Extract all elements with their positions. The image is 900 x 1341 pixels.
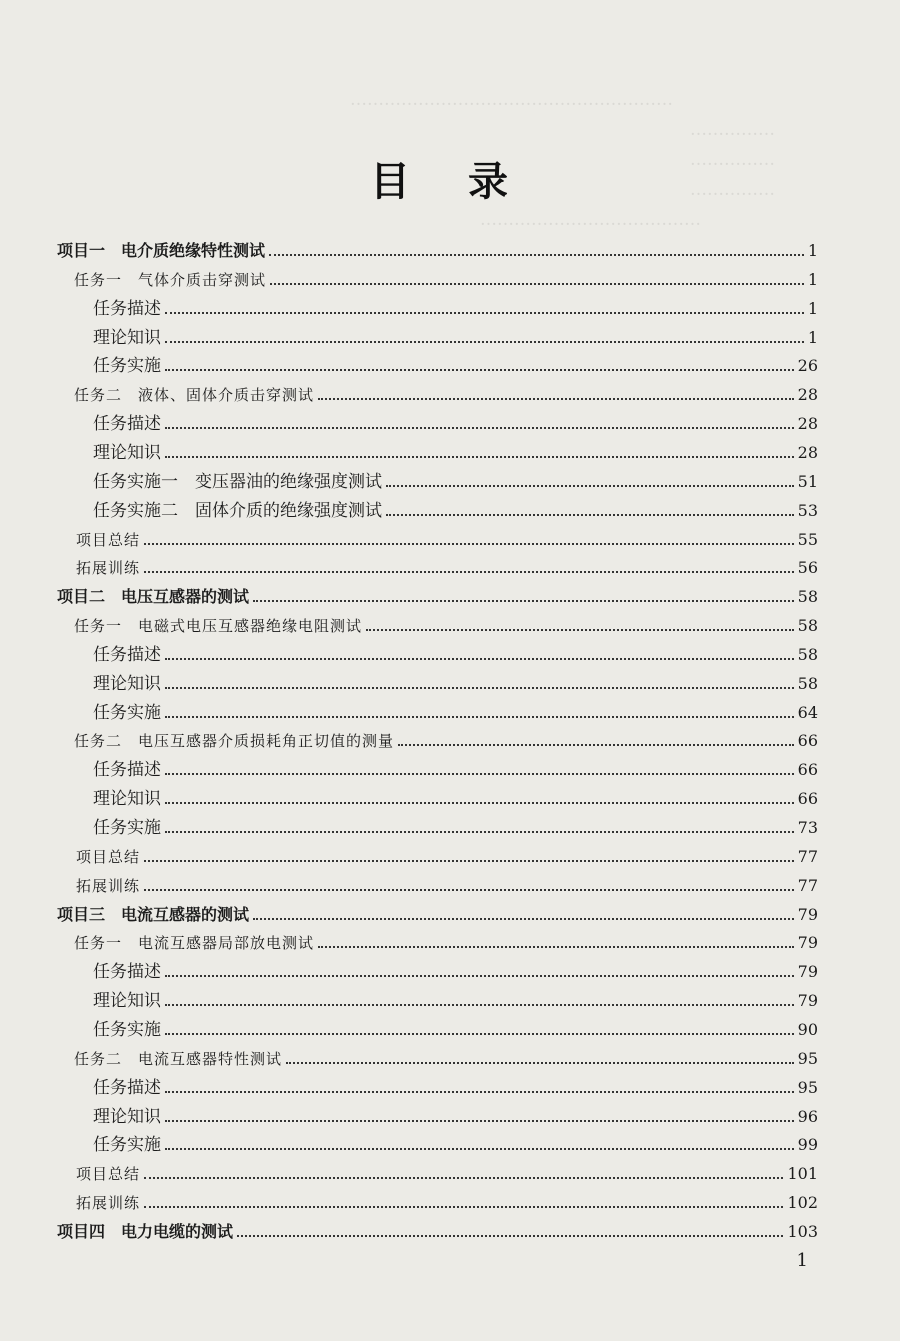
toc-entry-page: 1 <box>807 241 818 260</box>
toc-entry-label: 项目总结 <box>76 530 141 549</box>
show-through-text: …………… <box>690 120 775 140</box>
toc-entry-label: 项目总结 <box>76 1165 141 1184</box>
toc-entry-page: 1 <box>807 269 818 289</box>
toc-entry-label: 项目总结 <box>76 847 141 866</box>
dot-leader <box>318 946 794 948</box>
toc-entry-page: 90 <box>797 1019 818 1039</box>
toc-entry-label: 任务一 气体介质击穿测试 <box>74 270 267 289</box>
toc-entry-page: 1 <box>807 327 818 347</box>
toc-entry-page: 66 <box>797 789 818 809</box>
dot-leader <box>144 1206 783 1208</box>
toc-entry-label: 任务实施 <box>93 818 161 838</box>
toc-entry-page: 79 <box>797 904 818 924</box>
dot-leader <box>237 1235 783 1237</box>
dot-leader <box>165 975 794 977</box>
toc-entry <box>93 640 818 666</box>
toc-entry-page: 58 <box>797 644 818 664</box>
dot-leader <box>165 716 794 718</box>
toc-entry <box>93 1102 818 1128</box>
page-number: 1 <box>796 1250 808 1271</box>
toc-entry-page: 79 <box>797 991 818 1011</box>
dot-leader <box>165 687 794 689</box>
toc-entry-page: 77 <box>797 875 818 895</box>
dot-leader <box>270 283 804 285</box>
toc-entry <box>93 1015 818 1041</box>
dot-leader <box>165 1004 794 1006</box>
toc-entry <box>57 900 818 926</box>
dot-leader <box>144 1177 783 1179</box>
dot-leader <box>165 773 794 775</box>
toc-entry <box>93 438 818 464</box>
toc-entry-page: 28 <box>797 414 818 434</box>
toc-entry-page: 103 <box>787 1221 818 1241</box>
toc-entry-page: 79 <box>797 933 818 953</box>
toc-entry <box>93 323 818 349</box>
toc-entry-page: 64 <box>797 702 818 722</box>
dot-leader <box>386 514 794 516</box>
toc-entry-page: 66 <box>797 760 818 780</box>
toc-entry-label: 任务描述 <box>93 414 161 435</box>
toc-entry-label: 任务描述 <box>93 962 161 983</box>
toc-entry <box>57 236 818 262</box>
dot-leader <box>144 860 794 862</box>
toc-entry <box>74 928 818 954</box>
dot-leader <box>386 485 794 487</box>
show-through-text: …………… <box>690 180 775 200</box>
toc-entry-page: 56 <box>797 558 818 578</box>
dot-leader <box>165 312 804 314</box>
toc-entry-page: 73 <box>797 818 818 837</box>
toc-entry-page: 28 <box>797 442 818 462</box>
toc-entry-page: 101 <box>787 1164 818 1184</box>
toc-entry-label: 任务描述 <box>93 298 161 319</box>
dot-leader <box>165 427 794 429</box>
toc-entry-page: 79 <box>797 962 818 982</box>
toc-entry-page: 77 <box>797 846 818 866</box>
show-through-text: ………………………………… <box>480 210 701 230</box>
page-title: 目 录 <box>370 159 530 205</box>
dot-leader <box>165 658 794 660</box>
toc-entry-label: 理论知识 <box>93 1106 161 1127</box>
toc-entry-page: 102 <box>787 1193 818 1213</box>
dot-leader <box>398 744 794 746</box>
toc-entry-label: 任务描述 <box>93 760 161 781</box>
toc-entry-page: 66 <box>797 731 818 751</box>
toc-entry-label: 理论知识 <box>93 673 161 694</box>
toc-entry-label: 任务一 电磁式电压互感器绝缘电阻测试 <box>74 617 363 636</box>
dot-leader <box>165 1091 794 1093</box>
toc-entry-label: 任务描述 <box>93 644 161 665</box>
toc-entry-label: 项目四 电力电缆的测试 <box>57 1221 234 1241</box>
toc-entry-label: 任务实施一 变压器油的绝缘强度测试 <box>93 471 382 492</box>
toc-entry-label: 理论知识 <box>93 327 161 348</box>
toc-entry-label: 理论知识 <box>93 442 161 463</box>
toc-entry-label: 任务二 电流互感器特性测试 <box>74 1049 283 1068</box>
toc-entry-page: 95 <box>797 1077 818 1097</box>
toc-entry-page: 58 <box>797 587 818 607</box>
toc-entry-label: 理论知识 <box>93 991 161 1012</box>
dot-leader <box>144 543 794 545</box>
toc-entry <box>57 1217 818 1243</box>
toc-entry-label: 任务实施二 固体介质的绝缘强度测试 <box>93 500 382 521</box>
toc-entry-label: 拓展训练 <box>76 559 141 578</box>
toc-entry <box>93 669 818 695</box>
toc-entry <box>76 1188 818 1214</box>
show-through-text: …………… <box>690 150 775 170</box>
dot-leader <box>253 918 794 920</box>
toc-entry-page: 53 <box>797 500 818 520</box>
toc-entry-label: 项目三 电流互感器的测试 <box>57 904 250 924</box>
toc-entry <box>93 294 818 320</box>
dot-leader <box>165 1120 794 1122</box>
toc-entry <box>76 1159 818 1185</box>
toc-entry-page: 28 <box>797 385 818 405</box>
toc-entry-label: 任务实施 <box>93 1135 161 1156</box>
toc-entry <box>76 525 818 551</box>
dot-leader <box>165 456 794 458</box>
toc-entry-page: 1 <box>807 298 818 318</box>
toc-entry <box>74 265 818 291</box>
toc-entry-page: 99 <box>797 1135 818 1155</box>
toc-entry <box>93 1073 818 1099</box>
dot-leader <box>165 369 794 371</box>
toc-entry <box>74 611 818 637</box>
toc-entry <box>93 467 818 493</box>
toc-entry-page: 58 <box>797 673 818 693</box>
toc-entry-label: 拓展训练 <box>76 1194 141 1213</box>
dot-leader <box>144 889 794 891</box>
toc-entry-page: 95 <box>797 1048 818 1068</box>
toc-entry <box>93 784 818 810</box>
toc-entry <box>74 1044 818 1070</box>
toc-entry <box>76 553 818 579</box>
toc-entry-label: 任务二 电压互感器介质损耗角正切值的测量 <box>74 732 395 751</box>
toc-entry <box>93 957 818 983</box>
dot-leader <box>165 802 794 804</box>
dot-leader <box>318 398 794 400</box>
toc-entry-page: 26 <box>797 356 818 376</box>
dot-leader <box>165 341 804 343</box>
toc-entry-page: 51 <box>797 471 818 491</box>
dot-leader <box>269 254 804 256</box>
dot-leader <box>286 1062 794 1064</box>
toc-entry <box>76 871 818 897</box>
toc-entry <box>93 813 818 839</box>
toc-entry-label: 任务实施 <box>93 1019 161 1040</box>
toc-entry <box>76 842 818 868</box>
dot-leader <box>366 629 794 631</box>
toc-entry-label: 理论知识 <box>93 789 161 810</box>
toc-entry-page: 55 <box>797 529 818 549</box>
toc-entry <box>93 755 818 781</box>
toc-entry <box>93 1130 818 1156</box>
toc-entry <box>74 726 818 752</box>
dot-leader <box>165 1148 794 1150</box>
toc-entry <box>57 582 818 608</box>
toc-entry <box>93 409 818 435</box>
dot-leader <box>253 600 794 602</box>
toc-entry-page: 58 <box>797 616 818 636</box>
toc-entry-page: 96 <box>797 1106 818 1126</box>
show-through-text: ………………………………………………… <box>350 90 673 110</box>
toc-entry-label: 任务一 电流互感器局部放电测试 <box>74 934 315 953</box>
toc-entry <box>74 380 818 406</box>
toc-entry-label: 拓展训练 <box>76 876 141 895</box>
toc-entry-label: 任务实施 <box>93 702 161 723</box>
toc-entry <box>93 496 818 522</box>
dot-leader <box>165 831 794 833</box>
dot-leader <box>144 571 794 573</box>
toc-entry <box>93 698 818 724</box>
toc-entry <box>93 351 818 377</box>
toc-entry-label: 任务描述 <box>93 1077 161 1098</box>
toc-entry-label: 项目一 电介质绝缘特性测试 <box>57 241 266 260</box>
toc-entry-label: 项目二 电压互感器的测试 <box>57 587 250 607</box>
toc-entry <box>93 986 818 1012</box>
toc-entry-label: 任务实施 <box>93 356 161 377</box>
toc-entry-label: 任务二 液体、固体介质击穿测试 <box>74 386 315 405</box>
dot-leader <box>165 1033 794 1035</box>
